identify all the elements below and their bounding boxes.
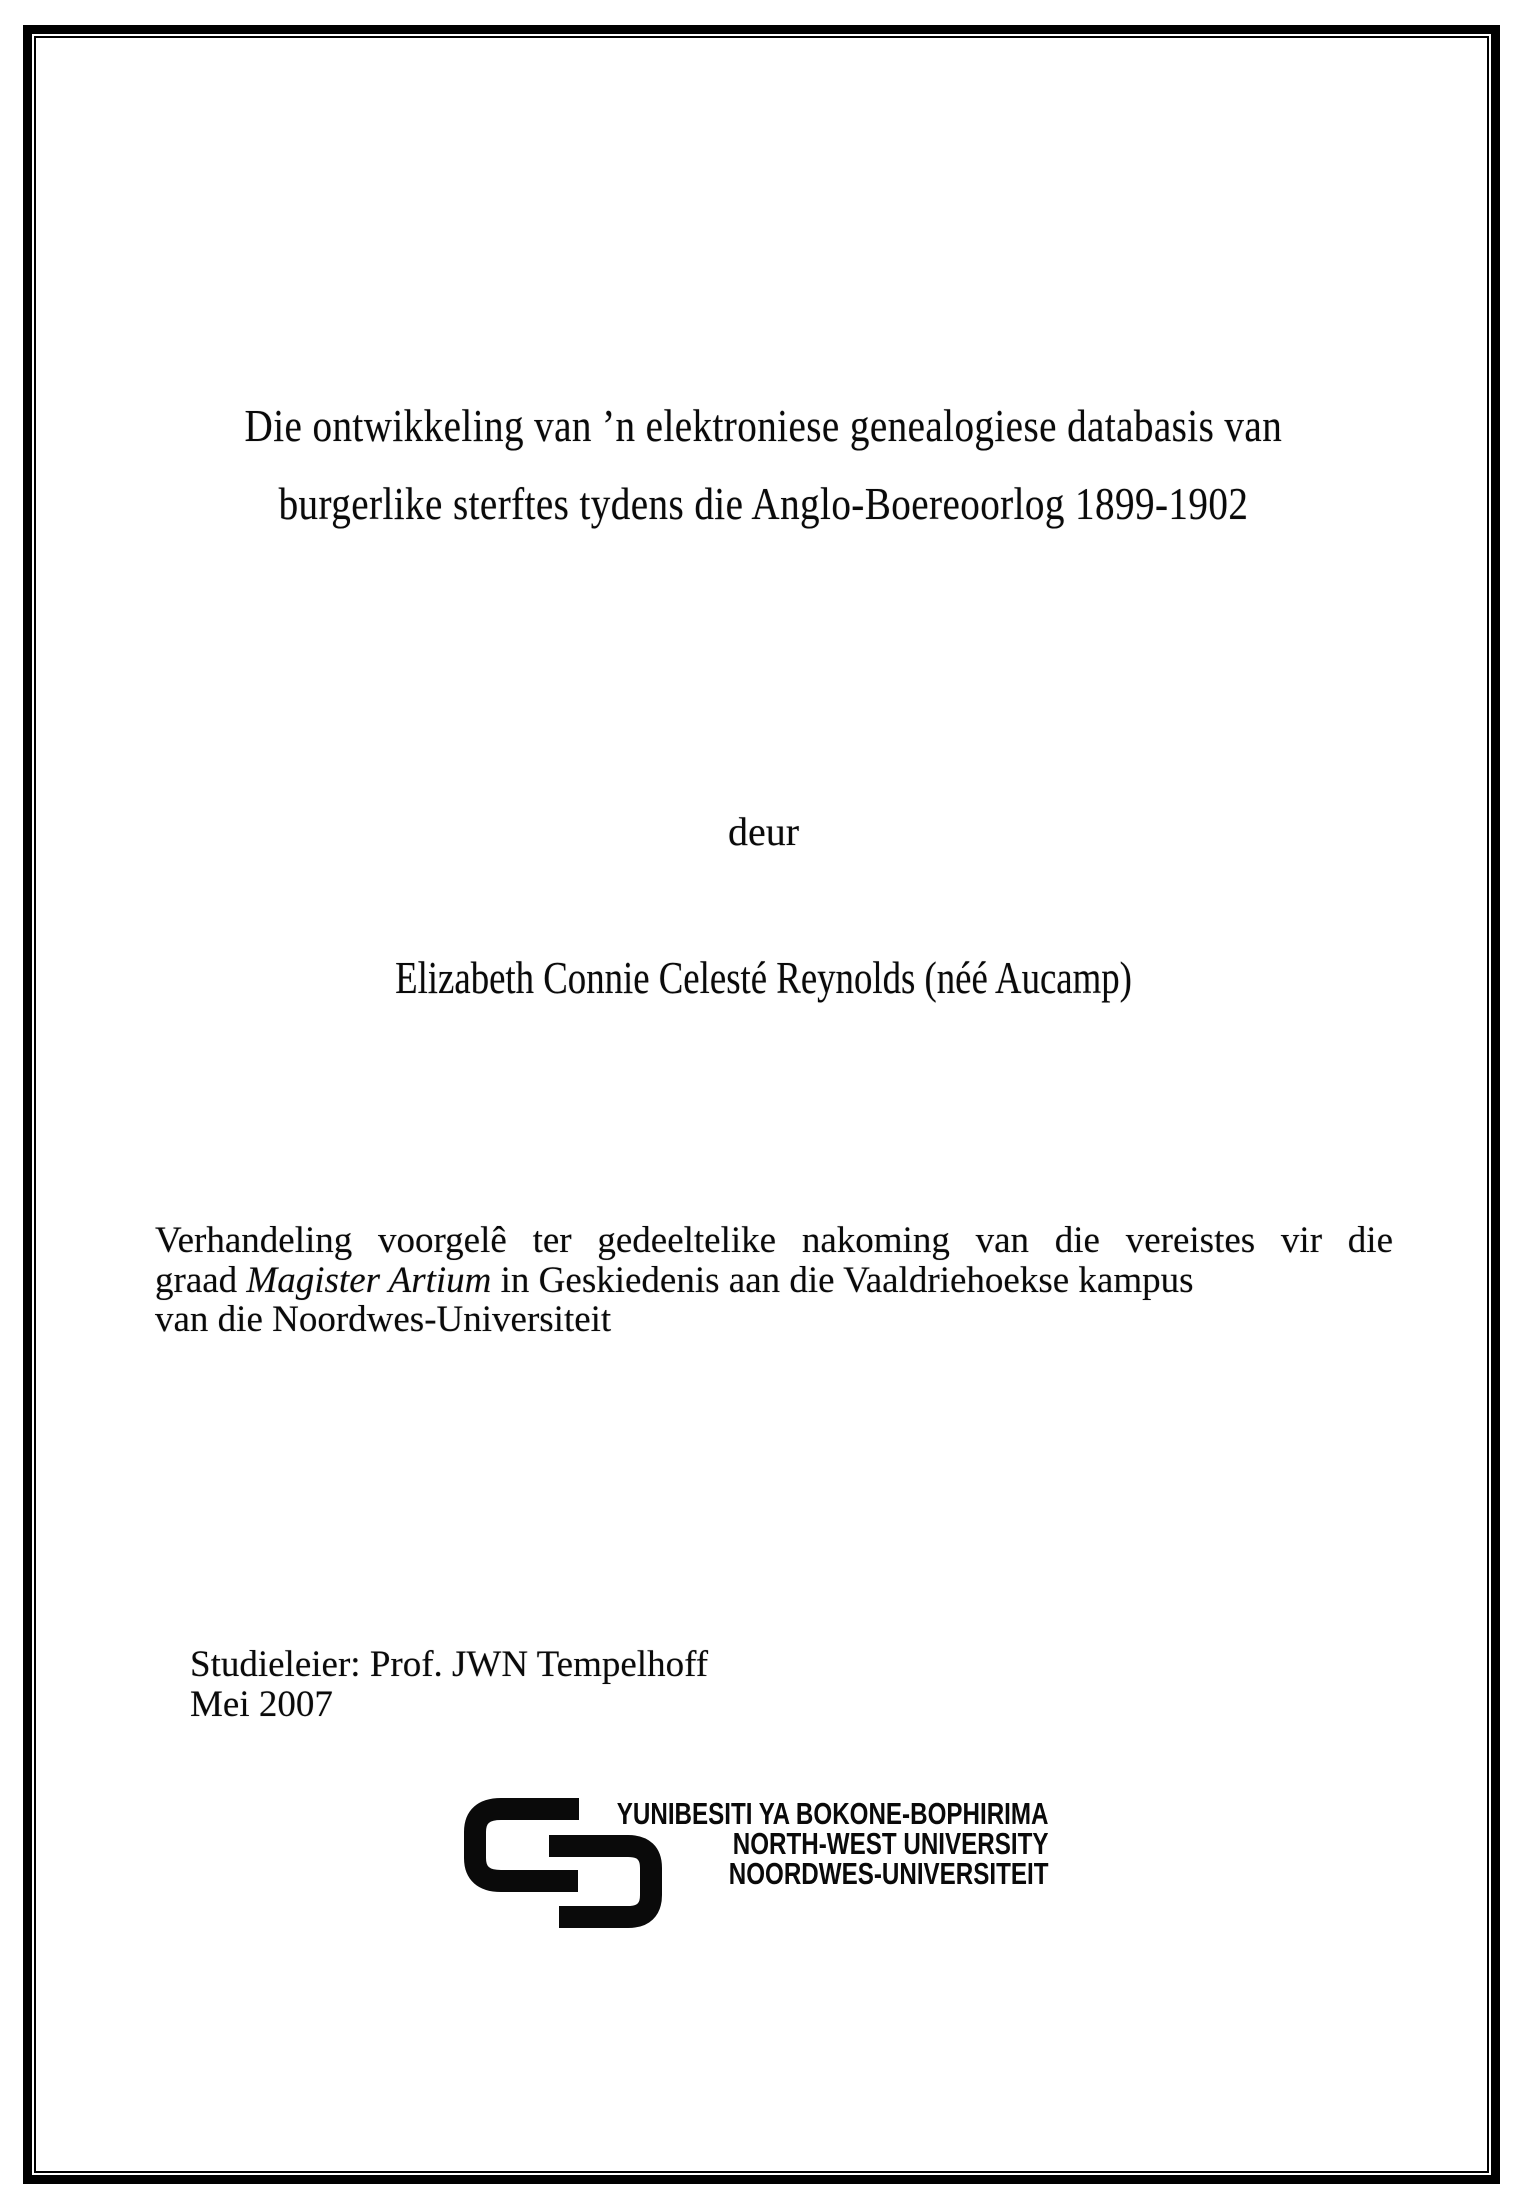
degree-statement-line-1: Verhandeling voorgelê ter gedeeltelike nakoming van die vereistes vir die (155, 1220, 1393, 1261)
degree-statement-line-2: graad Magister Artium in Geskiedenis aan die Vaaldriehoekse kampus (155, 1259, 1194, 1301)
byline-label: deur (727, 809, 800, 854)
supervisor-block (190, 1645, 1090, 1724)
author-name: Elizabeth Connie Celesté Reynolds (néé Aucamp) (395, 952, 1132, 1003)
nwu-logo-wordmark (616, 1796, 1048, 1891)
degree-name-italic: Magister Artium (246, 1259, 492, 1301)
nwu-logo-line-1: YUNIBESITI YA BOKONE-BOPHIRIMA (616, 1796, 1048, 1831)
thesis-title-line-2: burgerlike sterftes tydens die Anglo-Boereoorlog 1899-1902 (278, 478, 1249, 529)
nwu-logo-line-2: NORTH-WEST UNIVERSITY (732, 1826, 1048, 1861)
date-line: Mei 2007 (190, 1683, 333, 1725)
thesis-title-line-1: Die ontwikkeling van ’n elektroniese genealogiese databasis van (244, 400, 1283, 451)
thesis-title (0, 387, 1527, 543)
supervisor-line: Studieleier: Prof. JWN Tempelhoff (190, 1644, 709, 1685)
degree-statement-line-3: van die Noordwes-Universiteit (155, 1299, 612, 1340)
degree-statement (155, 1221, 1393, 1340)
nwu-logo-line-3: NOORDWES-UNIVERSITEIT (728, 1856, 1048, 1891)
